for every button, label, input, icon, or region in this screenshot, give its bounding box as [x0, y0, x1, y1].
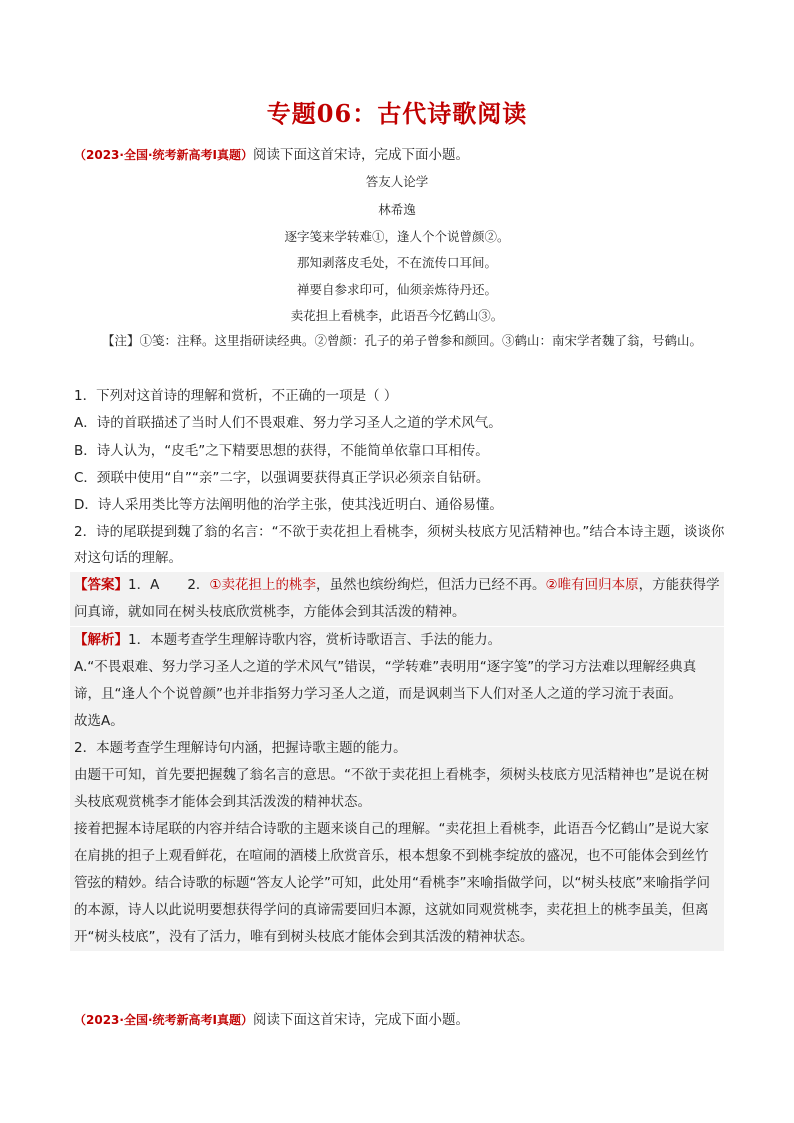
analysis-p3: 故选A。 — [74, 713, 124, 729]
question-2: 2．诗的尾联提到魏了翁的名言：“不欲于卖花担上看桃李，须树头枝底方见活精神也。”结合本诗主题，谈谈你对这句话的理解。 — [74, 524, 725, 566]
analysis-label: 【解析】 — [74, 632, 128, 648]
option-a: A．诗的首联描述了当时人们不畏艰难、努力学习圣人之道的学术风气。 — [74, 415, 502, 431]
answer-point2: ②唯有回归本原 — [545, 577, 639, 593]
answer-text2: ，方能获得学问真谛，就如同在树头枝底欣赏桃李，方能体会到其活泼的精神。 — [74, 577, 720, 620]
analysis-p5: 由题干可知，首先要把握魏了翁名言的意思。“不欲于卖花担上看桃李，须树头枝底方见活精神也”是说在树头枝底观赏桃李才能体会到其活泼泼的精神状态。 — [74, 767, 709, 810]
poem-note — [74, 327, 726, 354]
question-1: 1．下列对这首诗的理解和赏析，不正确的一项是（ ） — [74, 388, 398, 404]
option-b: B．诗人认为，“皮毛”之下精要思想的获得，不能简单依靠口耳相传。 — [74, 443, 489, 459]
analysis-block — [70, 627, 724, 951]
answer-label: 【答案】 — [74, 577, 128, 593]
page-title: 专题06：古代诗歌阅读 — [266, 99, 528, 128]
poem-author: 林希逸 — [378, 202, 416, 217]
option-c: C．颈联中使用“自”“亲”二字，以强调要获得真正学识必须亲自钻研。 — [74, 470, 490, 486]
intro-text: 阅读下面这首宋诗，完成下面小题。 — [252, 1012, 469, 1028]
answer-part2-num: 2． — [187, 577, 210, 593]
analysis-text: 1．本题考查学生理解诗歌内容，赏析诗歌语言、手法的能力。 — [128, 632, 502, 648]
answer-text1: ，虽然也缤纷绚烂，但活力已经不再。 — [316, 577, 546, 593]
poem-line: 逐字笺来学转难①，逢人个个说曾颜②。 — [284, 229, 510, 244]
analysis-p2: A.“不畏艰难、努力学习圣人之道的学术风气”错误，“学转难”表明用“逐字笺”的学习方法难以理解经典真谛，且“逢人个个说曾颜”也并非指努力学习圣人之道，而是讽刺当下人们对圣人之道的学习流于表面。 — [74, 659, 697, 702]
intro-line-2 — [74, 1008, 469, 1028]
poem-line: 禅要自参求印可，仙须亲炼待丹还。 — [296, 282, 497, 297]
analysis-p6: 接着把握本诗尾联的内容并结合诗歌的主题来谈自己的理解。“卖花担上看桃李，此语吾今忆鹤山”是说大家在肩挑的担子上观看鲜花，在喧闹的酒楼上欣赏音乐，根本想象不到桃李绽放的盛况，也不可能体会到丝竹管弦的精妙。结合诗歌的标题“答友人论学”可知，此处用“看桃李”来喻指做学问，以“树头枝底”来喻指学问的本源，诗人以此说明要想获得学问的真谛需要回归本源，这就如同观赏桃李，卖花担上的桃李虽美，但离开“树头枝底”，没有了活力，唯有到树头枝底才能体会到其活泼的精神状态。 — [74, 821, 710, 945]
poem-line: 那知剥落皮毛处，不在流传口耳间。 — [296, 255, 497, 270]
analysis-p1 — [74, 627, 720, 654]
note-label: 【注】 — [102, 333, 140, 348]
answer-block — [70, 572, 724, 626]
source-tag: （2023·全国·统考新高考Ⅰ真题） — [74, 148, 253, 162]
answer-point1: ①卖花担上的桃李 — [209, 577, 317, 593]
option-d: D．诗人采用类比等方法阐明他的治学主张，使其浅近明白、通俗易懂。 — [74, 497, 503, 513]
source-tag: （2023·全国·统考新高考Ⅰ真题） — [74, 1013, 253, 1027]
answer-part1: 1．A — [128, 577, 160, 593]
poem-line: 卖花担上看桃李，此语吾今忆鹤山③。 — [290, 308, 504, 323]
intro-text: 阅读下面这首宋诗，完成下面小题。 — [252, 147, 469, 163]
note-text: ①笺：注释。这里指研读经典。②曾颜：孔子的弟子曾参和颜回。③鹤山：南宋学者魏了翁，号鹤山。 — [139, 333, 703, 348]
analysis-p4: 2．本题考查学生理解诗句内涵，把握诗歌主题的能力。 — [74, 740, 407, 756]
intro-line — [74, 143, 469, 163]
poem-title: 答友人论学 — [365, 174, 429, 189]
